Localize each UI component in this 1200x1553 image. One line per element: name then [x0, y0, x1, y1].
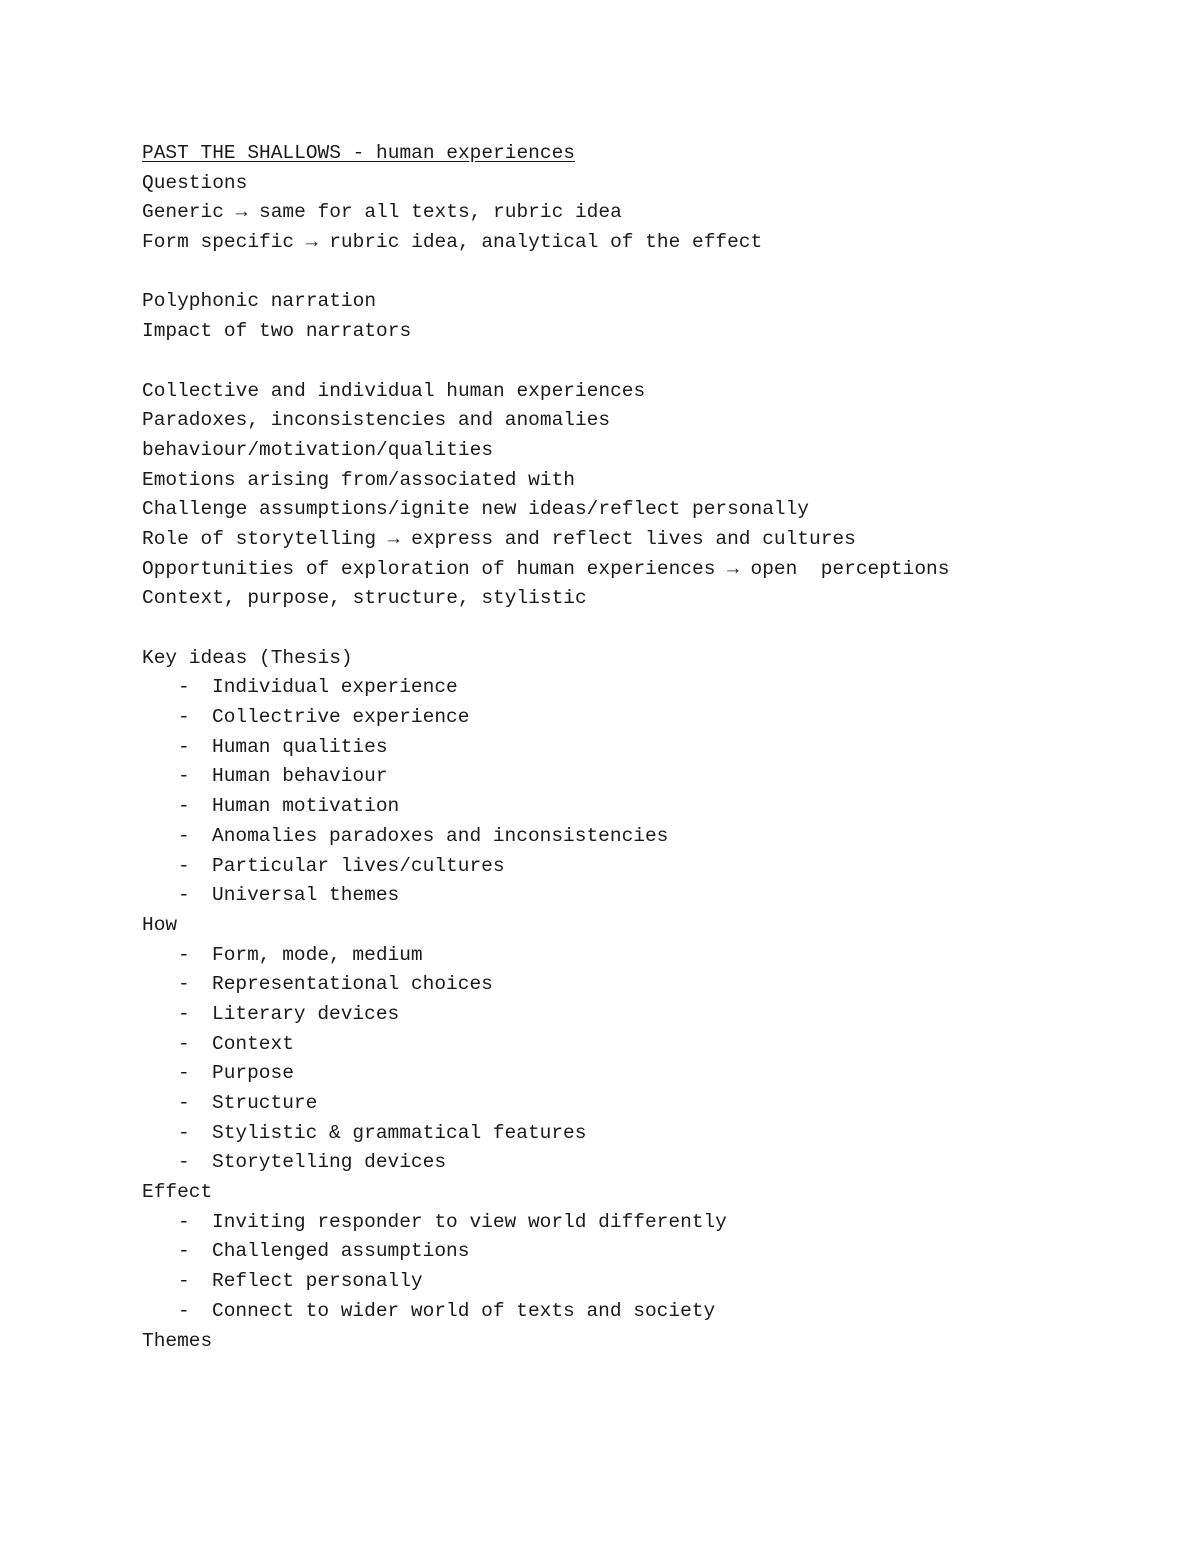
rubric-line: Challenge assumptions/ignite new ideas/reflect personally	[142, 498, 810, 521]
bullet-dash: -	[178, 1062, 190, 1085]
bullet-text: Individual experience	[212, 676, 458, 699]
bullet-text: Form, mode, medium	[212, 943, 423, 966]
bullet-dash: -	[178, 1151, 190, 1174]
bullet-dash: -	[178, 1121, 190, 1144]
bullet-dash: -	[178, 1270, 190, 1293]
rubric-line: behaviour/motivation/qualities	[142, 438, 494, 461]
bullet-text: Challenged assumptions	[212, 1240, 470, 1263]
how-item	[142, 1059, 1142, 1089]
key-ideas-item	[142, 673, 1142, 703]
how-item	[142, 941, 1142, 971]
bullet-text: Human behaviour	[212, 765, 388, 788]
effect-item	[142, 1237, 1142, 1267]
bullet-dash: -	[178, 943, 190, 966]
intro-line: Generic → same for all texts, rubric idea	[142, 201, 622, 224]
themes-heading: Themes	[142, 1329, 213, 1352]
how-item	[142, 970, 1142, 1000]
how-item	[142, 1089, 1142, 1119]
bullet-dash: -	[178, 1240, 190, 1263]
bullet-dash: -	[178, 676, 190, 699]
rubric-line: Collective and individual human experiences	[142, 379, 646, 402]
bullet-dash: -	[178, 884, 190, 907]
key-ideas-item	[142, 852, 1142, 882]
key-ideas-item	[142, 762, 1142, 792]
effect-item	[142, 1267, 1142, 1297]
bullet-dash: -	[178, 1210, 190, 1233]
key-ideas-item	[142, 822, 1142, 852]
bullet-text: Collectrive experience	[212, 706, 470, 729]
bullet-text: Storytelling devices	[212, 1151, 447, 1174]
bullet-dash: -	[178, 765, 190, 788]
how-item	[142, 1000, 1142, 1030]
bullet-text: Representational choices	[212, 973, 493, 996]
bullet-text: Reflect personally	[212, 1270, 423, 1293]
bullet-dash: -	[178, 854, 190, 877]
rubric-line: Context, purpose, structure, stylistic	[142, 587, 587, 610]
bullet-text: Particular lives/cultures	[212, 854, 505, 877]
bullet-text: Universal themes	[212, 884, 400, 907]
bullet-dash: -	[178, 1092, 190, 1114]
document-title: PAST THE SHALLOWS - human experiences	[142, 142, 575, 164]
key-ideas-item	[142, 703, 1142, 733]
intro-line: Questions	[142, 171, 248, 194]
bullet-text: Connect to wider world of texts and society	[212, 1299, 716, 1322]
bullet-dash: -	[178, 1299, 190, 1322]
bullet-text: Structure	[212, 1092, 318, 1114]
bullet-dash: -	[178, 795, 190, 818]
bullet-text: Context	[212, 1032, 294, 1055]
bullet-text: Stylistic & grammatical features	[212, 1121, 587, 1144]
bullet-dash: -	[178, 735, 190, 758]
document-page	[142, 139, 1142, 1356]
key-ideas-item	[142, 792, 1142, 822]
bullet-dash: -	[178, 706, 190, 729]
narration-line: Impact of two narrators	[142, 320, 412, 343]
bullet-dash: -	[178, 1002, 190, 1025]
bullet-text: Anomalies paradoxes and inconsistencies	[212, 824, 669, 847]
blank-line	[142, 258, 1142, 288]
bullet-dash: -	[178, 1032, 190, 1055]
rubric-line: Emotions arising from/associated with	[142, 468, 575, 491]
how-item	[142, 1148, 1142, 1178]
how-heading: How	[142, 913, 178, 936]
bullet-text: Purpose	[212, 1062, 294, 1085]
bullet-text: Inviting responder to view world differently	[212, 1210, 727, 1233]
rubric-line: Paradoxes, inconsistencies and anomalies	[142, 409, 611, 432]
narration-line: Polyphonic narration	[142, 290, 377, 313]
blank-line	[142, 347, 1142, 377]
bullet-text: Human motivation	[212, 795, 400, 818]
intro-line: Form specific → rubric idea, analytical of the effect	[142, 231, 763, 254]
bullet-text: Human qualities	[212, 735, 388, 758]
bullet-dash: -	[178, 973, 190, 996]
how-item	[142, 1119, 1142, 1149]
blank-line	[142, 614, 1142, 644]
how-item	[142, 1030, 1142, 1060]
key-ideas-item	[142, 733, 1142, 763]
effect-heading: Effect	[142, 1181, 213, 1204]
bullet-dash: -	[178, 824, 190, 847]
bullet-text: Literary devices	[212, 1002, 400, 1025]
rubric-line: Role of storytelling → express and reflect lives and cultures	[142, 527, 856, 550]
rubric-line: Opportunities of exploration of human experiences → open perceptions	[142, 557, 950, 580]
effect-item	[142, 1208, 1142, 1238]
key-ideas-heading: Key ideas (Thesis)	[142, 646, 353, 669]
effect-item	[142, 1297, 1142, 1327]
key-ideas-item	[142, 881, 1142, 911]
